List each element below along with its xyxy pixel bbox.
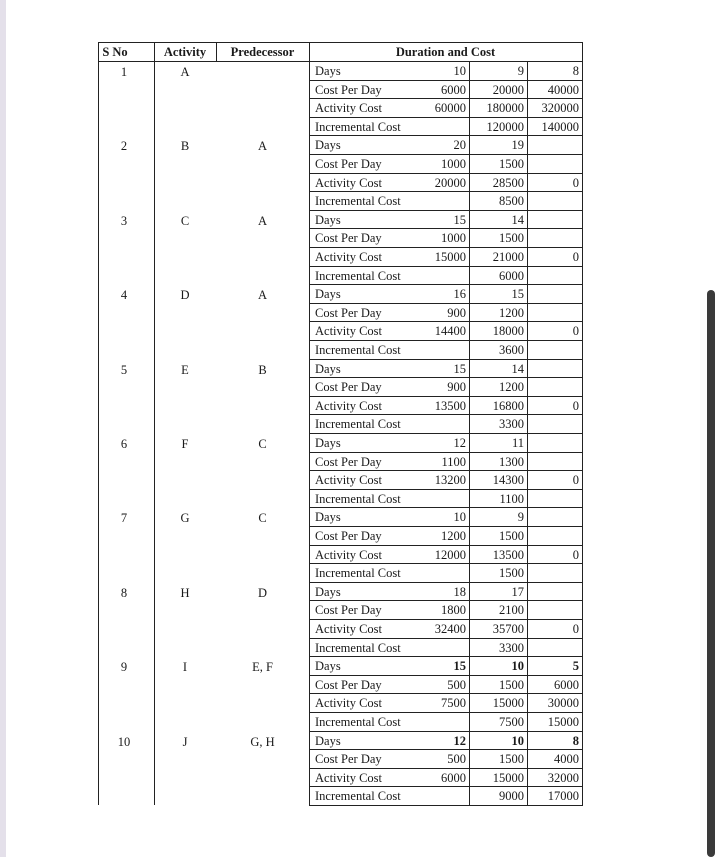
- row-label: Incremental Cost: [315, 343, 401, 357]
- row-predecessor: A: [257, 288, 268, 303]
- subrow-border: [309, 619, 583, 620]
- subrow-border: [309, 489, 583, 490]
- row-label: Incremental Cost: [315, 417, 401, 432]
- row-label: Cost Per Day: [315, 82, 382, 97]
- subrow-border: [309, 117, 583, 118]
- col-line-activity: [154, 42, 155, 805]
- row-activity: F: [181, 437, 189, 451]
- value-cell: 10: [453, 64, 466, 78]
- value-cell: 16800: [492, 398, 524, 413]
- value-cell: 15: [453, 659, 466, 674]
- subrow-border: [309, 414, 583, 415]
- row-label: Activity Cost: [315, 696, 383, 711]
- row-predecessor: A: [257, 139, 268, 154]
- value-cell: 16: [453, 287, 466, 302]
- col-line-duration: [309, 42, 310, 805]
- row-label: Incremental Cost: [315, 194, 401, 209]
- value-cell: 8: [572, 733, 579, 748]
- value-cell: 15000: [547, 715, 579, 729]
- row-predecessor: G, H: [250, 734, 275, 749]
- subrow-border: [309, 749, 583, 750]
- value-cell: 1500: [499, 529, 524, 543]
- header-activity: Activity: [163, 45, 207, 59]
- value-cell: 500: [447, 752, 466, 767]
- value-cell: 9000: [499, 789, 524, 804]
- subrow-border: [309, 228, 583, 229]
- value-cell: 0: [572, 324, 579, 339]
- row-label: Days: [315, 64, 341, 78]
- value-cell: 0: [572, 175, 579, 190]
- row-label: Activity Cost: [315, 250, 383, 264]
- value-cell: 1800: [441, 603, 466, 618]
- row-predecessor: C: [258, 437, 267, 451]
- row-sno: 8: [120, 585, 128, 600]
- subrow-border: [309, 173, 583, 174]
- row-predecessor: C: [258, 511, 267, 526]
- value-cell: 20: [453, 138, 466, 153]
- value-cell: 1500: [499, 566, 524, 581]
- subrow-border: [309, 210, 583, 211]
- row-sno: 7: [120, 511, 128, 526]
- subrow-border: [309, 303, 583, 304]
- value-cell: 12: [453, 436, 466, 450]
- row-label: Cost Per Day: [315, 305, 382, 320]
- value-cell: 13500: [492, 547, 524, 562]
- row-predecessor: D: [257, 585, 268, 600]
- value-cell: 13500: [434, 398, 466, 413]
- subrow-border: [309, 247, 583, 248]
- value-cell: 32400: [434, 622, 466, 636]
- row-label: Cost Per Day: [315, 529, 382, 543]
- subrow-border: [309, 135, 583, 136]
- value-cell: 0: [572, 622, 579, 636]
- row-label: Incremental Cost: [315, 566, 401, 581]
- vertical-scrollbar[interactable]: [707, 290, 715, 857]
- row-label: Activity Cost: [315, 175, 383, 190]
- row-activity: J: [182, 734, 188, 749]
- subrow-border: [309, 266, 583, 267]
- value-cell: 15000: [492, 770, 524, 785]
- row-label: Cost Per Day: [315, 380, 382, 395]
- row-activity: A: [180, 65, 190, 79]
- value-cell: 15000: [492, 696, 524, 711]
- row-sno: 10: [117, 734, 131, 749]
- value-cell: 6000: [499, 268, 524, 283]
- value-cell: 1200: [499, 380, 524, 395]
- value-cell: 1200: [441, 529, 466, 543]
- value-cell: 0: [572, 398, 579, 413]
- value-cell: 8: [572, 64, 579, 78]
- value-cell: 15: [511, 287, 524, 302]
- row-label: Cost Per Day: [315, 603, 382, 618]
- row-activity: D: [180, 288, 190, 303]
- value-cell: 6000: [441, 770, 466, 785]
- value-cell: 14: [511, 212, 524, 227]
- value-cell: 15: [453, 212, 466, 227]
- subrow-border: [309, 98, 583, 99]
- row-label: Incremental Cost: [315, 715, 401, 729]
- row-label: Cost Per Day: [315, 231, 382, 246]
- row-label: Cost Per Day: [315, 454, 382, 469]
- col-line-right: [582, 42, 583, 805]
- value-cell: 1500: [499, 157, 524, 171]
- value-cell: 1500: [499, 677, 524, 692]
- row-label: Activity Cost: [315, 398, 383, 413]
- value-cell: 2100: [499, 603, 524, 618]
- value-cell: 28500: [492, 175, 524, 190]
- row-label: Days: [315, 212, 341, 227]
- subrow-border: [309, 154, 583, 155]
- value-cell: 1500: [499, 231, 524, 246]
- value-cell: 320000: [541, 101, 579, 116]
- subrow-border: [309, 712, 583, 713]
- value-cell: 1300: [499, 454, 524, 469]
- value-cell: 9: [517, 510, 524, 525]
- col-line-left: [98, 42, 99, 805]
- row-sno: 3: [120, 213, 128, 228]
- value-cell: 18: [453, 584, 466, 599]
- subrow-border: [309, 786, 583, 787]
- subrow-border: [309, 284, 583, 285]
- value-cell: 0: [572, 547, 579, 562]
- row-activity: H: [180, 585, 190, 600]
- value-cell: 7500: [499, 715, 524, 729]
- value-cell: 0: [572, 250, 579, 264]
- row-predecessor: A: [257, 213, 268, 228]
- subrow-border: [309, 526, 583, 527]
- value-cell: 1500: [499, 752, 524, 767]
- value-cell: 10: [453, 510, 466, 525]
- value-cell: 3600: [499, 343, 524, 357]
- row-label: Days: [315, 659, 341, 674]
- value-cell: 14300: [492, 473, 524, 488]
- value-cell: 6000: [554, 677, 579, 692]
- row-label: Activity Cost: [315, 770, 383, 785]
- row-label: Cost Per Day: [315, 157, 382, 171]
- value-cell: 15: [453, 361, 466, 376]
- row-activity: B: [180, 139, 190, 154]
- row-label: Cost Per Day: [315, 752, 382, 767]
- header-duration-cost: Duration and Cost: [395, 45, 496, 59]
- header-bottom-border: [98, 61, 583, 62]
- subrow-border: [309, 545, 583, 546]
- row-label: Activity Cost: [315, 324, 383, 339]
- row-label: Days: [315, 436, 341, 450]
- value-cell: 6000: [441, 82, 466, 97]
- row-sno: 1: [120, 65, 128, 79]
- subrow-border: [309, 563, 583, 564]
- value-cell: 1200: [499, 305, 524, 320]
- row-predecessor: E, F: [252, 660, 273, 675]
- subrow-border: [309, 656, 583, 657]
- row-activity: E: [181, 362, 189, 377]
- value-cell: 10: [511, 659, 524, 674]
- value-cell: 3300: [499, 417, 524, 432]
- value-cell: 9: [517, 64, 524, 78]
- value-cell: 32000: [547, 770, 579, 785]
- value-cell: 18000: [492, 324, 524, 339]
- row-sno: 2: [120, 139, 128, 154]
- value-cell: 5: [572, 659, 579, 674]
- value-cell: 60000: [434, 101, 466, 116]
- value-cell: 17: [511, 584, 524, 599]
- value-cell: 21000: [492, 250, 524, 264]
- row-label: Cost Per Day: [315, 677, 382, 692]
- subrow-border: [309, 321, 583, 322]
- subrow-border: [309, 433, 583, 434]
- subrow-border: [309, 507, 583, 508]
- value-cell: 1000: [441, 157, 466, 171]
- header-sno: S No: [102, 45, 128, 59]
- row-label: Days: [315, 584, 341, 599]
- row-activity: G: [180, 511, 190, 526]
- value-cell: 20000: [434, 175, 466, 190]
- subrow-border: [309, 377, 583, 378]
- subrow-border: [309, 675, 583, 676]
- subrow-border: [309, 731, 583, 732]
- value-cell: 20000: [492, 82, 524, 97]
- value-cell: 8500: [499, 194, 524, 209]
- row-sno: 9: [120, 660, 128, 675]
- row-sno: 6: [120, 437, 128, 451]
- row-predecessor: B: [258, 362, 267, 377]
- row-label: Incremental Cost: [315, 268, 401, 283]
- row-label: Days: [315, 287, 341, 302]
- subrow-border: [309, 600, 583, 601]
- row-activity: I: [182, 660, 188, 675]
- value-cell: 4000: [554, 752, 579, 767]
- row-label: Days: [315, 138, 341, 153]
- subrow-border: [309, 638, 583, 639]
- value-cell: 40000: [547, 82, 579, 97]
- subrow-border: [309, 191, 583, 192]
- value-cell: 35700: [492, 622, 524, 636]
- value-cell: 14: [511, 361, 524, 376]
- row-label: Activity Cost: [315, 473, 383, 488]
- value-cell: 30000: [547, 696, 579, 711]
- row-activity: C: [180, 213, 190, 228]
- value-cell: 17000: [547, 789, 579, 804]
- subrow-border: [309, 396, 583, 397]
- value-cell: 1100: [441, 454, 466, 469]
- subrow-border: [309, 340, 583, 341]
- value-cell: 1100: [499, 491, 524, 506]
- value-cell: 7500: [441, 696, 466, 711]
- row-sno: 4: [120, 288, 128, 303]
- subrow-border: [309, 470, 583, 471]
- value-cell: 140000: [541, 119, 579, 134]
- subrow-border: [309, 359, 583, 360]
- value-cell: 19: [511, 138, 524, 153]
- value-cell: 14400: [434, 324, 466, 339]
- value-cell: 12: [453, 733, 466, 748]
- value-cell: 12000: [434, 547, 466, 562]
- value-cell: 11: [511, 436, 524, 450]
- row-label: Days: [315, 733, 341, 748]
- value-cell: 900: [447, 380, 466, 395]
- value-cell: 900: [447, 305, 466, 320]
- row-label: Activity Cost: [315, 101, 383, 116]
- row-label: Days: [315, 361, 341, 376]
- col-line-predecessor: [216, 42, 217, 61]
- value-cell: 1000: [441, 231, 466, 246]
- value-cell: 10: [511, 733, 524, 748]
- row-label: Incremental Cost: [315, 491, 401, 506]
- subrow-border: [309, 693, 583, 694]
- value-cell: 180000: [486, 101, 524, 116]
- value-cell: 120000: [486, 119, 524, 134]
- subrow-border: [309, 452, 583, 453]
- row-label: Incremental Cost: [315, 789, 401, 804]
- subrow-border: [309, 80, 583, 81]
- row-label: Activity Cost: [315, 622, 383, 636]
- value-cell: 0: [572, 473, 579, 488]
- row-label: Days: [315, 510, 341, 525]
- header-predecessor: Predecessor: [230, 45, 295, 59]
- value-cell: 3300: [499, 640, 524, 655]
- row-sno: 5: [120, 362, 128, 377]
- subrow-border: [309, 582, 583, 583]
- row-label: Activity Cost: [315, 547, 383, 562]
- row-label: Incremental Cost: [315, 640, 401, 655]
- value-cell: 13200: [434, 473, 466, 488]
- subrow-border: [309, 768, 583, 769]
- value-cell: 500: [447, 677, 466, 692]
- row-label: Incremental Cost: [315, 119, 401, 134]
- value-cell: 15000: [434, 250, 466, 264]
- table-top-border: [98, 42, 583, 43]
- subrow-border: [309, 805, 583, 806]
